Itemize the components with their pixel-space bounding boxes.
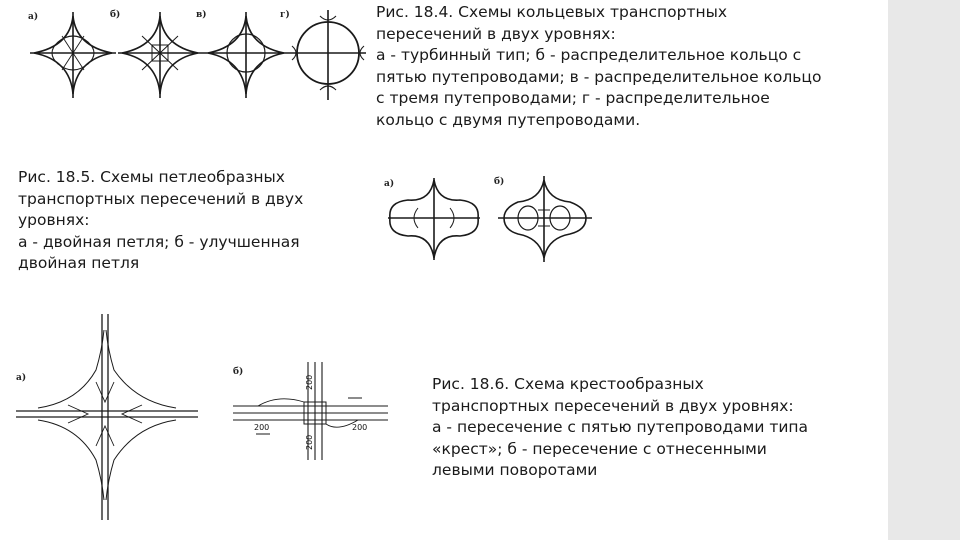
caption-line: а - двойная петля; б - улучшенная bbox=[18, 232, 300, 251]
caption-line: с тремя путепроводами; г - распределительное bbox=[376, 89, 770, 107]
fig-18-4-v-diagram bbox=[202, 12, 288, 98]
caption-line: «крест»; б - пересечение с отнесенными bbox=[432, 439, 767, 458]
caption-line: пересечений в двух уровнях: bbox=[376, 24, 616, 43]
fig-18-6-label-b: б) bbox=[233, 367, 244, 377]
fig-18-5-diagrams bbox=[380, 172, 600, 267]
caption-line: кольцо с двумя путепроводами. bbox=[376, 110, 641, 129]
caption-line: Рис. 18.4. Схемы кольцевых транспортных bbox=[376, 3, 728, 21]
fig-18-6-a-cross-diagram bbox=[16, 314, 198, 520]
fig-18-4-label-b: б) bbox=[110, 10, 121, 20]
fig-18-5-label-b: б) bbox=[494, 177, 505, 187]
caption-line: а - турбинный тип; б - распределительное кольцо с bbox=[376, 46, 802, 64]
caption-line: а - пересечение с пятью путепроводами типа bbox=[432, 418, 809, 436]
fig-18-4-caption bbox=[376, 2, 821, 131]
fig-18-5-b-improved-loop-diagram bbox=[498, 176, 592, 262]
dimension-label: 200 bbox=[352, 423, 368, 432]
slide-side-strip bbox=[888, 0, 960, 540]
caption-line: пятью путепроводами; в - распределительное кольцо bbox=[376, 67, 822, 86]
fig-18-4-label-a: а) bbox=[28, 12, 39, 22]
fig-18-4-label-v: в) bbox=[196, 10, 207, 20]
caption-line: левыми поворотами bbox=[432, 461, 598, 479]
caption-line: транспортных пересечений в двух уровнях: bbox=[432, 396, 794, 415]
fig-18-4-g-diagram bbox=[288, 10, 366, 100]
fig-18-5-a-double-loop-diagram bbox=[388, 178, 480, 260]
dimension-label: 200 bbox=[305, 434, 314, 450]
fig-18-5-caption bbox=[18, 167, 303, 275]
caption-line: двойная петля bbox=[18, 254, 140, 272]
fig-18-4-diagrams bbox=[18, 6, 368, 106]
fig-18-4-label-g: г) bbox=[280, 10, 290, 20]
fig-18-6-label-a: а) bbox=[16, 373, 27, 383]
caption-line: транспортных пересечений в двух bbox=[18, 189, 304, 208]
dimension-label: 200 bbox=[254, 423, 270, 432]
fig-18-6-diagrams bbox=[8, 310, 393, 525]
caption-line: Рис. 18.6. Схема крестообразных bbox=[432, 375, 704, 393]
dimension-label: 200 bbox=[305, 374, 314, 390]
fig-18-4-b-diagram bbox=[118, 12, 202, 98]
fig-18-5-label-a: а) bbox=[384, 179, 395, 189]
fig-18-4-a-turbine-diagram bbox=[30, 12, 116, 98]
fig-18-6-caption bbox=[432, 374, 808, 482]
caption-line: уровнях: bbox=[18, 211, 90, 229]
caption-line: Рис. 18.5. Схемы петлеобразных bbox=[18, 168, 285, 186]
